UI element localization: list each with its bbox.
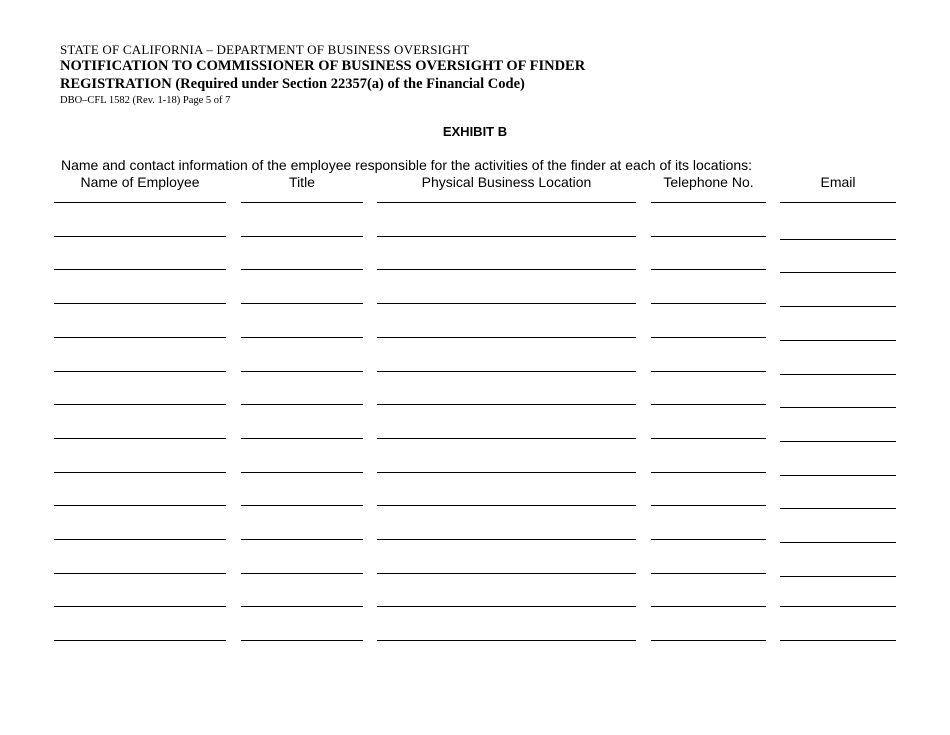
- blank-line-business-location[interactable]: [377, 606, 636, 607]
- blank-line-business-location[interactable]: [377, 371, 636, 372]
- blank-line-telephone[interactable]: [651, 404, 766, 405]
- blank-line-title[interactable]: [241, 539, 363, 540]
- blank-line-employee-name[interactable]: [54, 404, 226, 405]
- column-header-employee-name: Name of Employee: [80, 174, 200, 190]
- column-header-title: Title: [289, 174, 315, 190]
- blank-line-telephone[interactable]: [651, 539, 766, 540]
- blank-line-business-location[interactable]: [377, 404, 636, 405]
- blank-line-business-location[interactable]: [377, 269, 636, 270]
- blank-line-business-location[interactable]: [377, 303, 636, 304]
- blank-line-telephone[interactable]: [651, 202, 766, 203]
- column-header-business-location: Physical Business Location: [421, 174, 592, 190]
- blank-line-employee-name[interactable]: [54, 606, 226, 607]
- blank-line-employee-name[interactable]: [54, 337, 226, 338]
- blank-line-title[interactable]: [241, 438, 363, 439]
- blank-line-telephone[interactable]: [651, 472, 766, 473]
- blank-line-employee-name[interactable]: [54, 539, 226, 540]
- blank-line-email[interactable]: [780, 542, 896, 543]
- blank-line-title[interactable]: [241, 236, 363, 237]
- blank-line-telephone[interactable]: [651, 505, 766, 506]
- blank-line-employee-name[interactable]: [54, 269, 226, 270]
- blank-line-employee-name[interactable]: [54, 472, 226, 473]
- document-header: [60, 43, 585, 107]
- blank-line-title[interactable]: [241, 472, 363, 473]
- blank-line-telephone[interactable]: [651, 371, 766, 372]
- column-header-email: Email: [820, 174, 856, 190]
- blank-line-employee-name[interactable]: [54, 202, 226, 203]
- blank-line-title[interactable]: [241, 202, 363, 203]
- blank-line-employee-name[interactable]: [54, 573, 226, 574]
- blank-line-title[interactable]: [241, 573, 363, 574]
- blank-line-title[interactable]: [241, 404, 363, 405]
- blank-line-employee-name[interactable]: [54, 236, 226, 237]
- blank-line-email[interactable]: [780, 239, 896, 240]
- blank-line-email[interactable]: [780, 576, 896, 577]
- blank-line-email[interactable]: [780, 202, 896, 203]
- blank-line-telephone[interactable]: [651, 438, 766, 439]
- blank-line-telephone[interactable]: [651, 269, 766, 270]
- blank-line-email[interactable]: [780, 272, 896, 273]
- form-title-line-2: REGISTRATION (Required under Section 22357(a) of the Financial Code): [60, 76, 525, 92]
- agency-name: STATE OF CALIFORNIA – DEPARTMENT OF BUSINESS OVERSIGHT: [60, 42, 470, 57]
- blank-line-title[interactable]: [241, 371, 363, 372]
- blank-line-email[interactable]: [780, 508, 896, 509]
- blank-line-business-location[interactable]: [377, 337, 636, 338]
- blank-line-business-location[interactable]: [377, 505, 636, 506]
- exhibit-heading: EXHIBIT B: [442, 124, 508, 139]
- blank-line-telephone[interactable]: [651, 573, 766, 574]
- blank-line-email[interactable]: [780, 475, 896, 476]
- blank-line-employee-name[interactable]: [54, 371, 226, 372]
- instructions-text: Name and contact information of the employee responsible for the activities of the finder at each of its locations:: [61, 157, 753, 173]
- blank-line-email[interactable]: [780, 340, 896, 341]
- blank-line-title[interactable]: [241, 505, 363, 506]
- blank-line-business-location[interactable]: [377, 640, 636, 641]
- blank-line-business-location[interactable]: [377, 472, 636, 473]
- blank-line-telephone[interactable]: [651, 640, 766, 641]
- blank-line-telephone[interactable]: [651, 606, 766, 607]
- blank-line-employee-name[interactable]: [54, 303, 226, 304]
- blank-line-business-location[interactable]: [377, 438, 636, 439]
- blank-line-title[interactable]: [241, 269, 363, 270]
- blank-line-email[interactable]: [780, 640, 896, 641]
- blank-line-business-location[interactable]: [377, 236, 636, 237]
- blank-line-employee-name[interactable]: [54, 438, 226, 439]
- blank-line-business-location[interactable]: [377, 202, 636, 203]
- blank-line-telephone[interactable]: [651, 337, 766, 338]
- blank-line-business-location[interactable]: [377, 573, 636, 574]
- blank-line-email[interactable]: [780, 441, 896, 442]
- form-number: DBO–CFL 1582 (Rev. 1-18) Page 5 of 7: [60, 95, 231, 106]
- column-header-telephone: Telephone No.: [663, 174, 754, 190]
- blank-line-title[interactable]: [241, 640, 363, 641]
- blank-line-employee-name[interactable]: [54, 505, 226, 506]
- blank-line-title[interactable]: [241, 606, 363, 607]
- blank-line-title[interactable]: [241, 303, 363, 304]
- blank-line-email[interactable]: [780, 306, 896, 307]
- form-title-line-1: NOTIFICATION TO COMMISSIONER OF BUSINESS OVERSIGHT OF FINDER: [60, 58, 586, 74]
- blank-line-email[interactable]: [780, 407, 896, 408]
- blank-line-email[interactable]: [780, 606, 896, 607]
- blank-line-email[interactable]: [780, 374, 896, 375]
- blank-line-telephone[interactable]: [651, 236, 766, 237]
- blank-line-telephone[interactable]: [651, 303, 766, 304]
- blank-line-employee-name[interactable]: [54, 640, 226, 641]
- blank-line-title[interactable]: [241, 337, 363, 338]
- blank-line-business-location[interactable]: [377, 539, 636, 540]
